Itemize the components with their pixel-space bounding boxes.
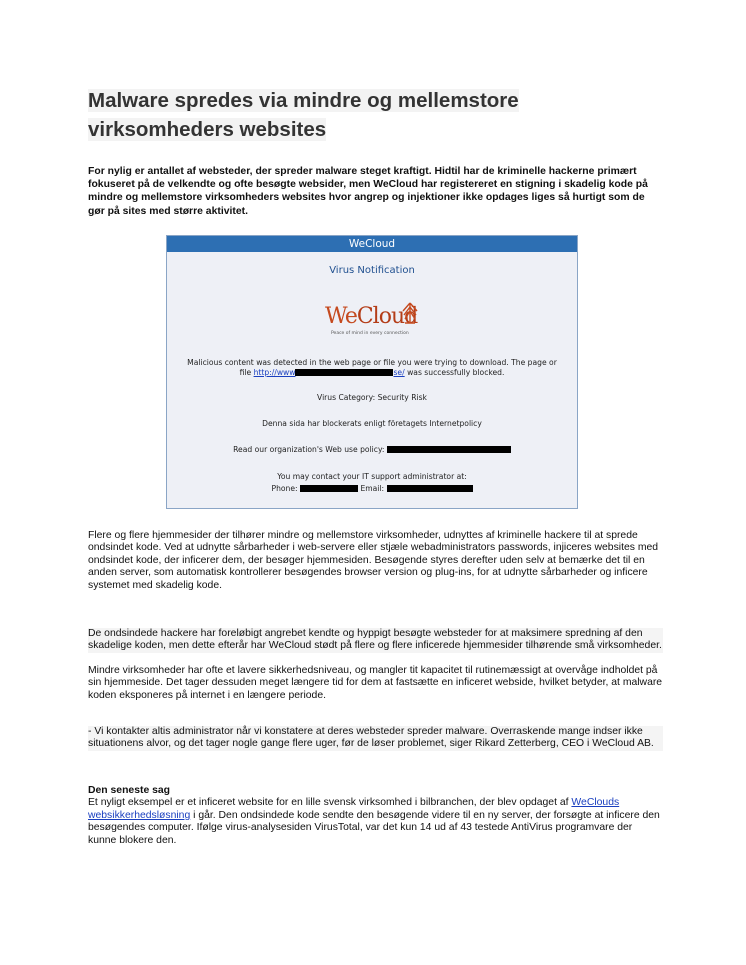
logo-cloud: Cloud (356, 304, 418, 329)
contact-label: You may contact your IT support administrator at: (277, 472, 467, 481)
blocked-notice: Denna sida har blockerats enligt företagets Internetpolicy (262, 419, 482, 428)
paragraph-4: - Vi kontakter altis administrator når vi konstatere at deres websteder spreder malware. Overraskende mange indser ikke situationens alvor, og det tager nogle gange flere uger, før de løser problemet, siger Rikard Zetterberg, CEO i WeCloud AB. (88, 726, 663, 751)
p5-start: Et nyligt eksempel er et inficeret website for en lille svensk virksomhed i bilbranchen, der blev opdaget af (88, 797, 569, 809)
paragraph-1: Flere og flere hjemmesider der tilhører mindre og mellemstore virksomheder, udnyttes af kriminelle hackere til at sprede ondsindet kode. Ved at udnytte sårbarheder i web-servere eller stjæle webadministrators passwords, injiceres websites med ondsindet kode, der inficerer dem, der besøger hjemmesiden. Besøgende styres derefter uden selv at bemærke det til en anden server, som automatisk kontrollerer besøgendes browser version og plug-ins, for at udnytte sårbarheder og inficere systemet med skadelig kode. (88, 530, 659, 591)
screenshot-header: WeCloud (167, 236, 577, 252)
policy-line (167, 445, 577, 455)
title-line-1: Malware spredes via mindre og mellemstore (88, 89, 519, 112)
phone-label: Phone: (271, 484, 298, 493)
notification-title: Virus Notification (329, 265, 415, 276)
policy-label: Read our organization's Web use policy: (233, 445, 385, 454)
message-file-prefix: file (239, 368, 252, 377)
redacted-policy (387, 446, 511, 453)
blocked-url-link[interactable] (254, 368, 405, 377)
article-title (88, 86, 558, 144)
logo-we: We (325, 304, 357, 329)
p5-end: i går. Den ondsindede kode sendte den besøgende videre til en ny server, der forsøgte at inficere den besøgendes computer. Ifølge virus-analysesiden VirusTotal, var det kun 14 ud af 43 testede AntiVirus programvare der kunne blokere den. (88, 809, 660, 846)
url-start: http://www (253, 368, 296, 377)
message-suffix: was successfully blocked. (407, 368, 505, 377)
title-line-2: virksomheders websites (88, 118, 327, 141)
wecloud-logo (325, 302, 425, 340)
paragraph-3: Mindre virksomheder har ofte et lavere sikkerhedsniveau, og mangler tit kapacitet til rutinemæssigt at overvåge indholdet på sin hjemmeside. Det tager dessuden meget længere tid for dem at fastsætte en inficeret webside, hvilket betyder, at malware koden eksponeres på internet i en længere periode. (88, 665, 663, 701)
redacted-email (387, 485, 473, 492)
weclouds-link[interactable]: WeClouds websikkerhedsløsning (88, 797, 620, 821)
redacted-phone (300, 485, 358, 492)
message-line-1: Malicious content was detected in the web page or file you were trying to download. The page or (187, 358, 557, 367)
virus-notification-screenshot (166, 235, 578, 509)
message-line-2 (167, 368, 577, 378)
cloud-tree-icon (401, 302, 419, 324)
redacted-url (295, 369, 393, 376)
paragraph-2: De ondsindede hackere har foreløbigt angrebet kendte og hyppigt besøgte websteder for at maksimere spredning af den skadelige koden, men dette efterår har WeCloud stødt på flere og flere inficerede hjemmesider tilhørende små virksomheder. (88, 628, 662, 652)
virus-category: Virus Category: Security Risk (317, 393, 427, 402)
article-lead: For nylig er antallet af websteder, der spreder malware steget kraftigt. Hidtil har de kriminelle hackerne primært fokuseret på de velkendte og ofte besøgte websider, men WeCloud har registereret en stigning i skadelig kode på mindre og mellemstore virksomheders websites hvor angrep og injektioner ikke opdages liges så hurtigt som de gør på sites med større aktivitet. (88, 166, 648, 217)
email-label: Email: (360, 484, 385, 493)
logo-tagline: Peace of mind in every connection (331, 331, 409, 336)
url-end: se/ (393, 368, 405, 377)
section-subheading: Den seneste sag (88, 785, 171, 796)
paragraph-5 (88, 785, 663, 847)
contact-line (167, 484, 577, 494)
